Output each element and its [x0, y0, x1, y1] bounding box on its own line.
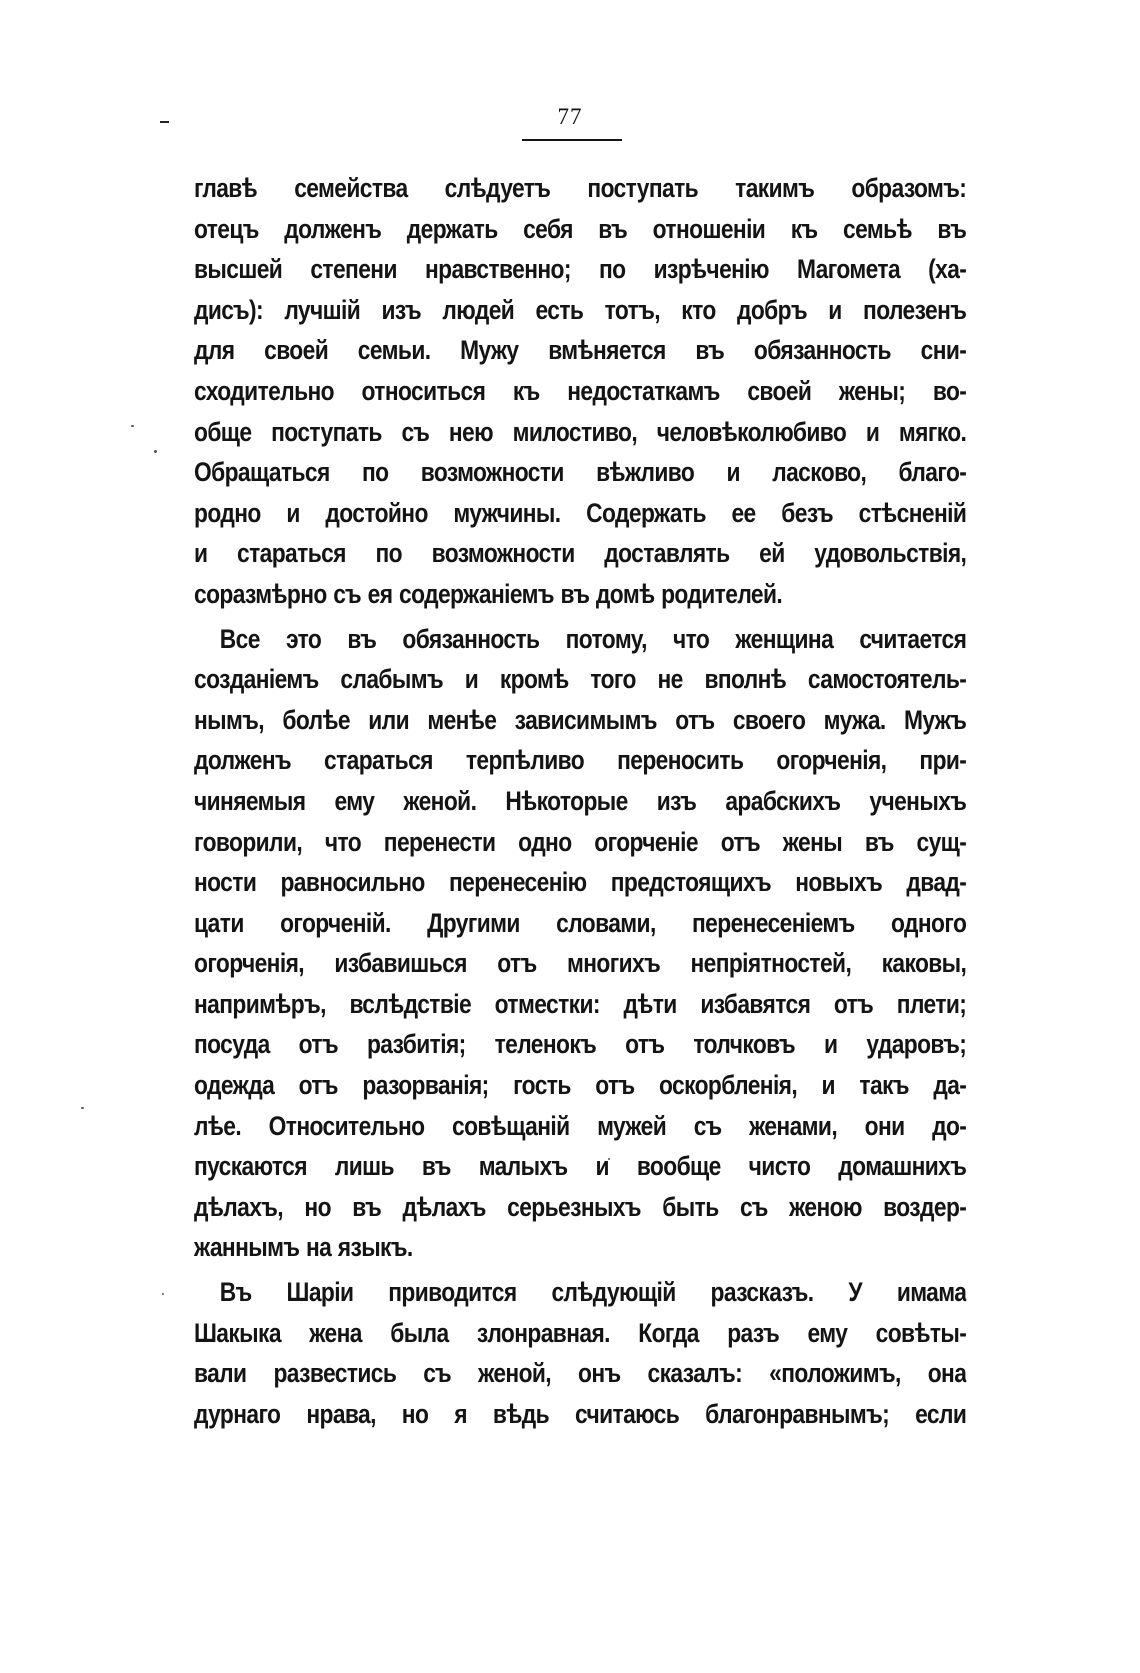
text-line: дисъ): лучшій изъ людей есть тотъ, кто добръ и полезенъ: [194, 294, 967, 325]
text-line: дѣлахъ, но въ дѣлахъ серьезныхъ быть съ женою воздер-: [194, 1191, 967, 1222]
text-line: вали развестись съ женой, онъ сказалъ: «положимъ, она: [194, 1358, 967, 1389]
text-line: напримѣръ, вслѣдствіе отместки: дѣти избавятся отъ плети;: [194, 988, 967, 1019]
text-line: Въ Шаріи приводится слѣдующій разсказъ. У имама: [219, 1277, 967, 1308]
text-line: родно и достойно мужчины. Содержать ее безъ стѣсненій: [194, 497, 967, 528]
text-line: посуда отъ разбитія; теленокъ отъ толчковъ и ударовъ;: [194, 1029, 967, 1060]
text-line: Шакыка жена была злонравная. Когда разъ ему совѣты-: [194, 1317, 967, 1348]
paragraph-2: [194, 619, 966, 1269]
text-line: нымъ, болѣе или менѣе зависимымъ отъ своего мужа. Мужъ: [194, 704, 967, 735]
text-line: Обращаться по возможности вѣжливо и ласково, благо-: [194, 457, 967, 488]
text-line: жаннымъ на языкъ.: [194, 1232, 413, 1263]
text-line: дурнаго нрава, но я вѣдь считаюсь благонравнымъ; если: [194, 1398, 967, 1429]
text-line: созданіемъ слабымъ и кромѣ того не вполнѣ самостоятель-: [194, 664, 967, 695]
text-line: чиняемыя ему женой. Нѣкоторые изъ арабскихъ ученыхъ: [194, 785, 967, 816]
text-line: отецъ долженъ держать себя въ отношеніи къ семьѣ въ: [194, 213, 967, 244]
text-line: главѣ семейства слѣдуетъ поступать такимъ образомъ:: [194, 173, 967, 203]
text-line: пускаются лишь въ малыхъ и вообще чисто домашнихъ: [194, 1151, 967, 1182]
margin-mark: [160, 121, 169, 123]
paragraph-1: [194, 168, 966, 615]
text-line: Все это въ обязанность потому, что женщина считается: [219, 623, 967, 654]
text-line: высшей степени нравственно; по изрѣченію Магомета (ха-: [194, 254, 967, 285]
text-line: цати огорченій. Другими словами, перенесеніемъ одного: [194, 907, 967, 938]
text-line: огорченія, избавишься отъ многихъ непріятностей, каковы,: [194, 948, 967, 979]
text-line: для своей семьи. Мужу вмѣняется въ обязанность сни-: [194, 335, 967, 366]
text-line: ности равносильно перенесенію предстоящихъ новыхъ двад-: [194, 867, 967, 898]
page-number-rule: [522, 139, 622, 141]
print-speck: [131, 425, 134, 427]
page-number: 77: [557, 104, 583, 129]
print-speck: [81, 1107, 84, 1109]
print-speck: [162, 1293, 164, 1295]
text-line: и стараться по возможности доставлять ей удовольствія,: [194, 538, 967, 569]
text-line: сходительно относиться къ недостаткамъ своей жены; во-: [194, 375, 967, 406]
text-line: лѣе. Относительно совѣщаній мужей съ женами, они до-: [194, 1110, 967, 1141]
paragraph-3: [194, 1272, 966, 1434]
text-line: одежда отъ разорванія; гость отъ оскорбленія, и такъ да-: [194, 1070, 967, 1101]
text-line: долженъ стараться терпѣливо переносить огорченія, при-: [194, 745, 967, 776]
text-line: соразмѣрно съ ея содержаніемъ въ домѣ родителей.: [194, 578, 783, 609]
print-speck: [154, 450, 157, 453]
text-line: говорили, что перенести одно огорченіе отъ жены въ сущ-: [194, 826, 967, 857]
body-text: [194, 168, 966, 1434]
text-line: обще поступать съ нею милостиво, человѣколюбиво и мягко.: [194, 416, 967, 447]
